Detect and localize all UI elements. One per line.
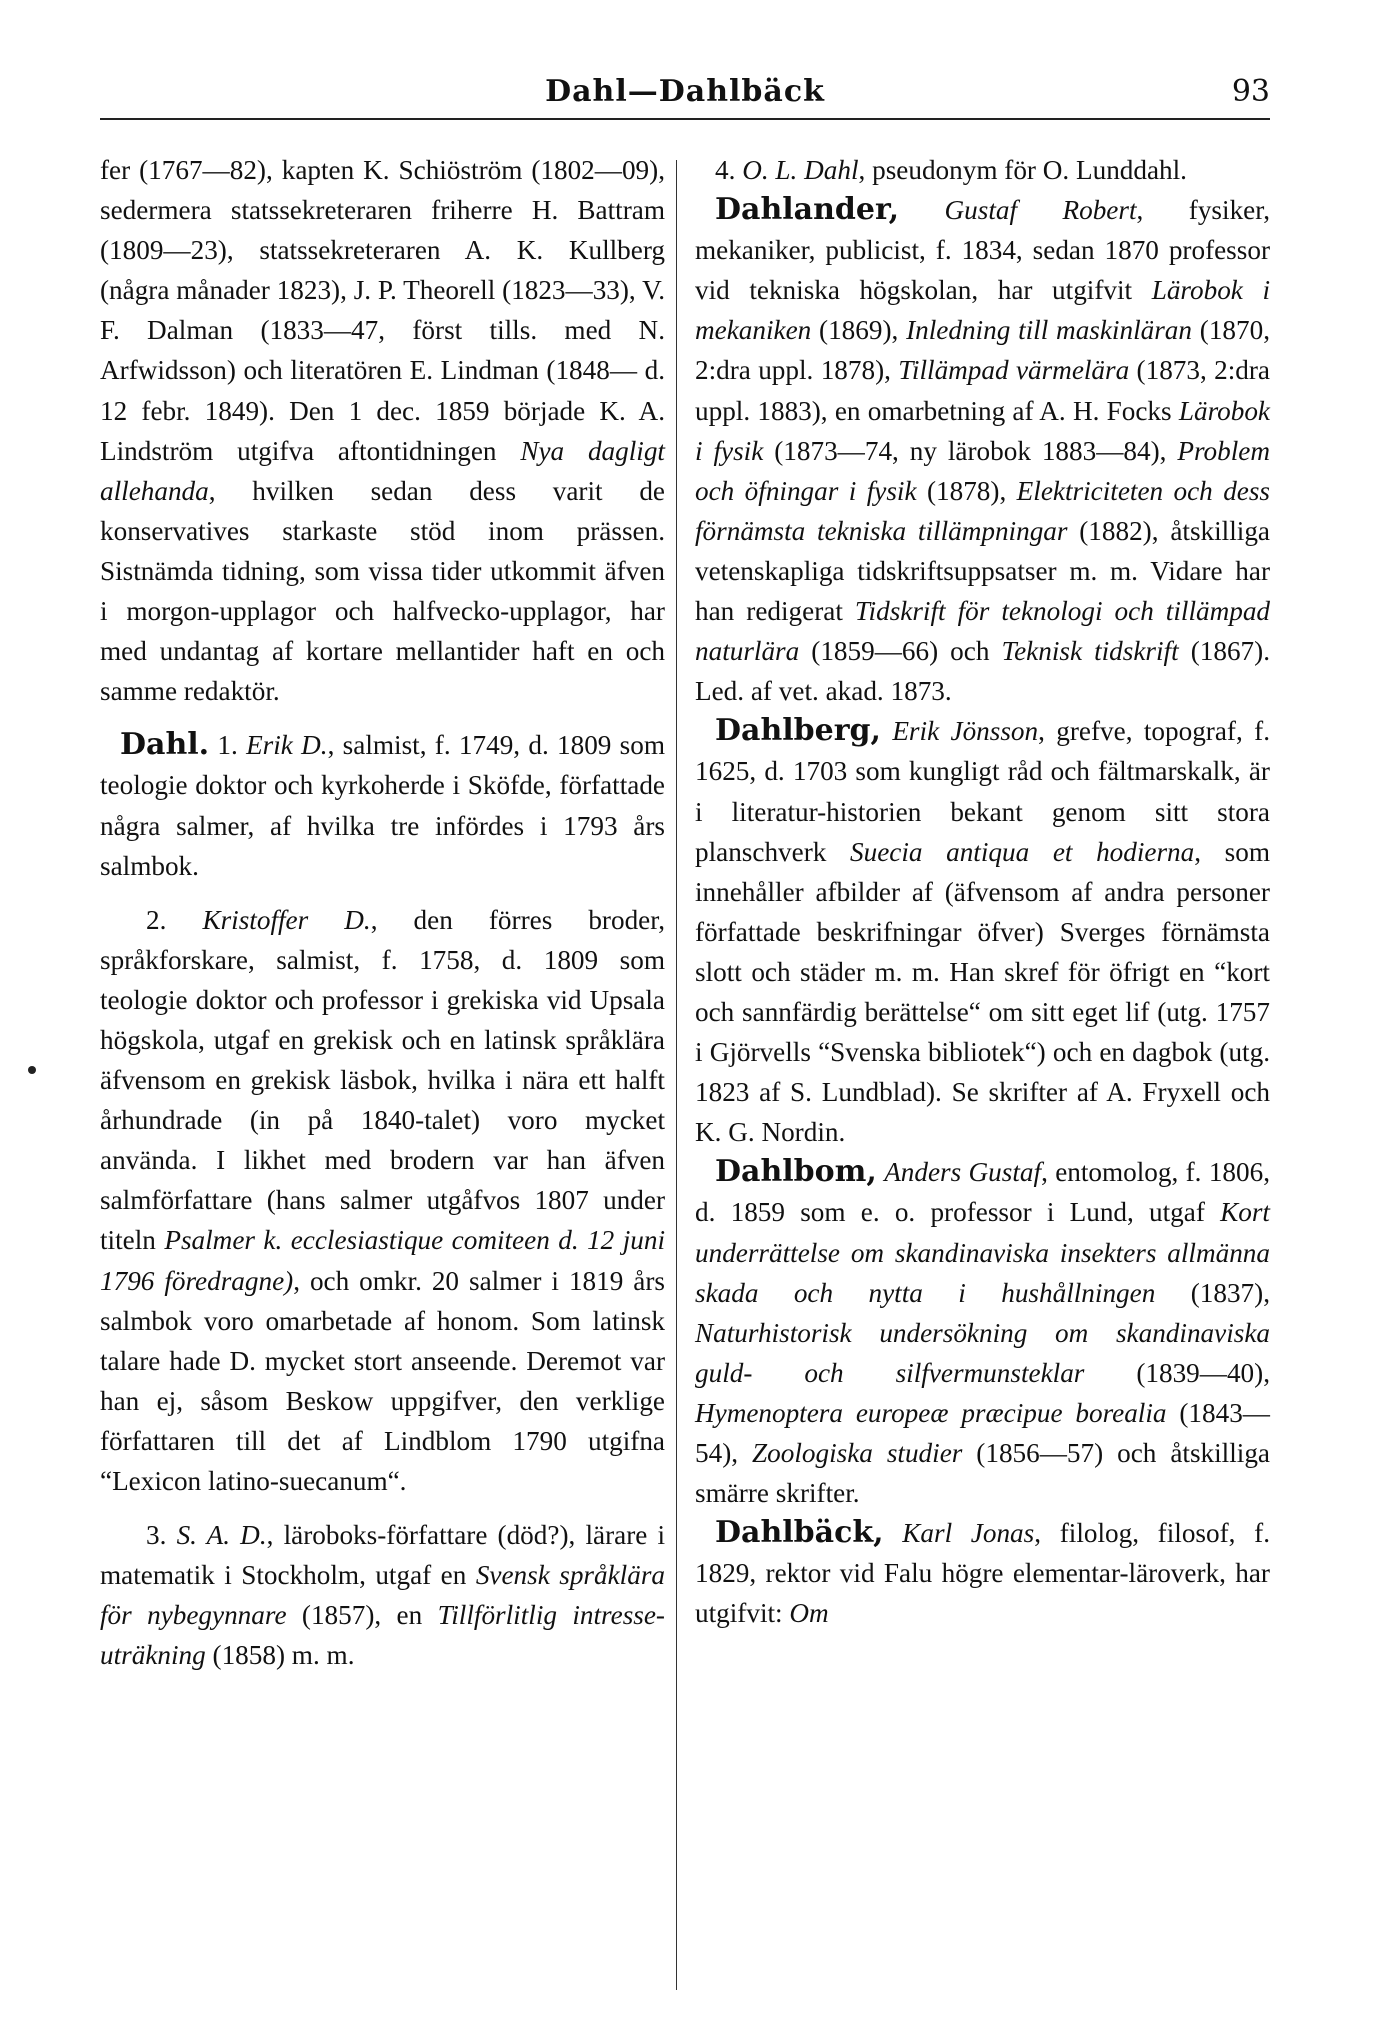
entry-head-dahlander: Dahlander, [715, 192, 900, 228]
right-column [695, 150, 1270, 1633]
left-column [100, 150, 665, 1675]
entry-dahl-4: 4. O. L. Dahl, pseudonym för O. Lunddahl. [715, 155, 1187, 185]
entry-head-dahlberg: Dahlberg, [715, 713, 881, 749]
entry-dahl-1: Dahl. 1. Erik D., salmist, f. 1749, d. 1809 som teologie doktor och kyrkoherde i Sköfde, författade några salmer, af hvilka tre infördes i 1793 års salmbok. [100, 727, 665, 881]
entry-head-dahl: Dahl. [120, 727, 210, 763]
entry-dahlback: Dahlbäck, Karl Jonas, filolog, filosof, f. 1829, rektor vid Falu högre elementar-läroverk, har utgifvit: Om [695, 1515, 1270, 1629]
entry-dahlander: Dahlander, Gustaf Robert, fysiker, mekaniker, publicist, f. 1834, sedan 1870 professor vid tekniska högskolan, har utgifvit Lärobok i mekaniken (1869), Inledning till maskinläran (1870, 2:dra uppl. 1878), Tillämpad värmelära (1873, 2:dra uppl. 1883), en omarbetning af A. H. Focks Lärobok i fysik (1873—74, ny lärobok 1883—84), Problem och öfningar i fysik (1878), Elektriciteten och dess förnämsta tekniska tillämpningar (1882), åtskilliga vetenskapliga tidskriftsuppsatser m. m. Vidare har han redigerat Tidskrift för teknologi och tillämpad naturlära (1859—66) och Teknisk tidskrift (1867). Led. af vet. akad. 1873. [695, 192, 1271, 707]
running-title: Dahl—Dahlbäck [545, 74, 825, 109]
entry-dahlberg: Dahlberg, Erik Jönsson, grefve, topograf, f. 1625, d. 1703 som kungligt råd och fältmarskalk, är i literatur-historien bekant genom sitt stora planschverk Suecia antiqua et hodierna, som innehåller afbilder af (äfvensom af andra personer författade beskrifningar öfver) Sverges förnämsta slott och städer m. m. Han skref för öfrigt en “kort och sannfärdig berättelse“ om sitt eget lif (utg. 1757 i Gjörvells “Svenska bibliotek“) och en dagbok (utg. 1823 af S. Lundblad). Se skrifter af A. Fryxell och K. G. Nordin. [695, 713, 1271, 1148]
running-header [100, 70, 1270, 120]
entry-head-dahlback: Dahlbäck, [715, 1515, 884, 1551]
column-divider [676, 160, 677, 1990]
entry-dahlbom: Dahlbom, Anders Gustaf, entomolog, f. 1806, d. 1859 som e. o. professor i Lund, utgaf Kort underrättelse om skandinaviska insekters allmänna skada och nytta i hushållningen (1837), Naturhistorisk undersökning om skandinaviska guld- och silfvermunsteklar (1839—40), Hymenoptera europeæ præcipue borealia (1843—54), Zoologiska studier (1856—57) och åtskilliga smärre skrifter. [695, 1154, 1271, 1509]
header-rule [100, 118, 1270, 120]
entry-dahl-3: 3. S. A. D., läroboks-författare (död?), lärare i matematik i Stockholm, utgaf en Svensk språklära för nybegynnare (1857), en Tillförlitlig intresse-uträkning (1858) m. m. [100, 1520, 666, 1671]
entry-head-dahlbom: Dahlbom, [715, 1154, 877, 1190]
entry-dahl-2: 2. Kristoffer D., den förres broder, språkforskare, salmist, f. 1758, d. 1809 som teologie doktor och professor i grekiska vid Upsala högskola, utgaf en grekisk och en latinsk språklära äfvensom en grekisk läsbok, hvilka i nära ett halft århundrade (in på 1840-talet) voro mycket använda. I likhet med brodern var han äfven salmförfattare (hans salmer utgåfvos 1807 under titeln Psalmer k. ecclesiastique comiteen d. 12 juni 1796 föredragne), och omkr. 20 salmer i 1819 års salmbok voro omarbetade af honom. Som latinsk talare hade D. mycket stort anseende. Deremot var han ej, såsom Beskow uppgifver, den verklige författaren till det af Lindblom 1790 utgifna “Lexicon latino-suecanum“. [100, 904, 665, 1496]
entry-continuation: fer (1767—82), kapten K. Schiöström (1802—09), sedermera statssekreteraren friherre H. Battram (1809—23), statssekreteraren A. K. Kullberg (några månader 1823), J. P. Theorell (1823—33), V. F. Dalman (1833—47, först tills. med N. Arfwidsson) och literatören E. Lindman (1848— d. 12 febr. 1849). Den 1 dec. 1859 började K. A. Lindström utgifva aftontidningen Nya dagligt allehanda, hvilken sedan dess varit de konservatives starkaste stöd inom prässen. Sistnämda tidning, som vissa tider utkommit äfven i morgon-upplagor och halfvecko-upplagor, har med undantag af kortare mellantider haft en och samme redaktör. [100, 155, 665, 707]
page-number: 93 [1231, 74, 1270, 109]
margin-mark [28, 1066, 36, 1074]
